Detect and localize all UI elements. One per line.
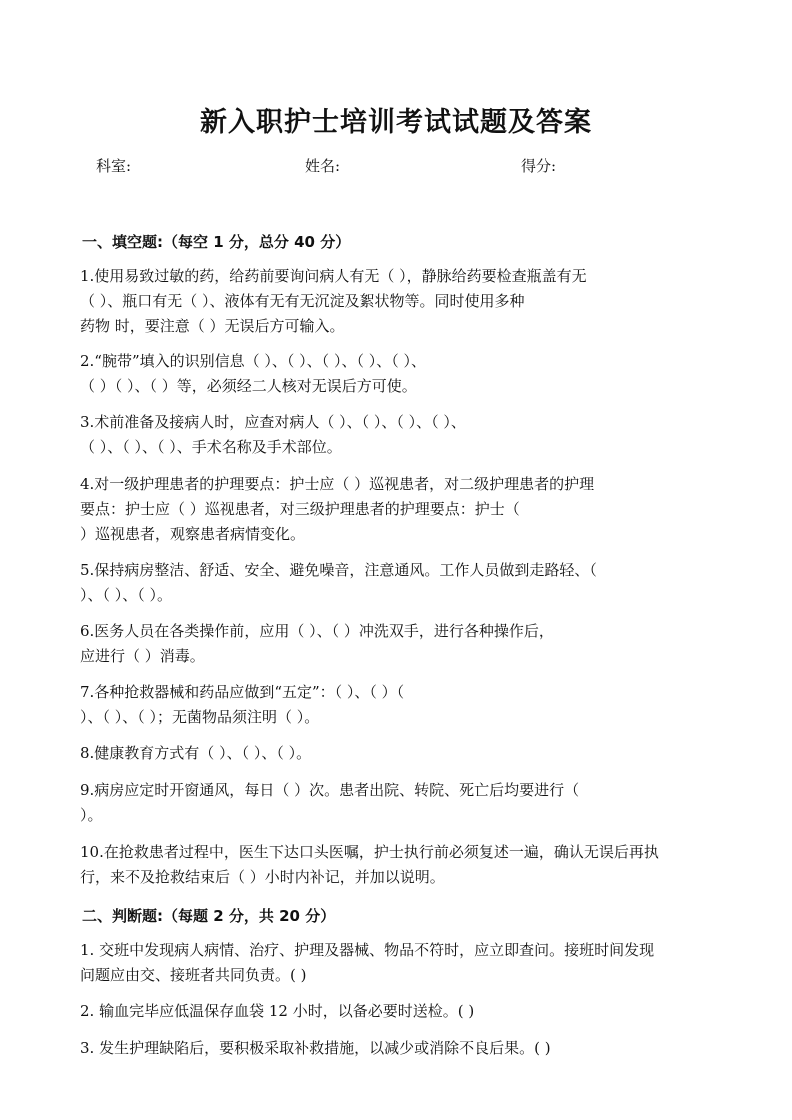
question-7 — [80, 680, 720, 730]
section-true-false-heading: 二、判断题:（每题 2 分，共 20 分） — [82, 907, 336, 925]
question-line: 3. 发生护理缺陷后，要积极采取补救措施，以减少或消除不良后果。( ) — [80, 1039, 551, 1057]
question-5 — [80, 558, 720, 608]
question-line: 要点：护士应（ ）巡视患者，对三级护理患者的护理要点：护士（ — [80, 500, 520, 518]
question-line: （ ）、瓶口有无（ ）、液体有无有无沉淀及絮状物等。同时使用多种 — [80, 292, 525, 310]
page-title: 新入职护士培训考试试题及答案 — [200, 107, 592, 138]
question-line: ）、（ ）、（ ）；无菌物品须注明（ ）。 — [80, 708, 320, 726]
question-line: 2.“腕带”填入的识别信息（ ）、（ ）、（ ）、（ ）、（ ）、 — [80, 352, 426, 370]
question-3 — [80, 410, 720, 460]
question-line: 10.在抢救患者过程中，医生下达口头医嘱，护士执行前必须复述一遍，确认无误后再执 — [80, 843, 659, 861]
name-label: 姓名: — [305, 157, 341, 175]
question-10 — [80, 840, 720, 890]
question-line: 行，来不及抢救结束后（ ）小时内补记，并加以说明。 — [80, 868, 445, 886]
question-line: 8.健康教育方式有（ ）、（ ）、（ ）。 — [80, 744, 312, 762]
dept-label: 科室: — [96, 157, 132, 175]
question-line: （ ）、（ ）、（ ）、手术名称及手术部位。 — [80, 438, 342, 456]
question-line: 药物 时，要注意（ ）无误后方可输入。 — [80, 317, 345, 335]
question-6 — [80, 619, 720, 669]
judgment-1 — [80, 938, 720, 988]
question-line: 3.术前准备及接病人时，应查对病人（ ）、（ ）、（ ）、（ ）、 — [80, 413, 466, 431]
question-line: 4.对一级护理患者的护理要点：护士应（ ）巡视患者，对二级护理患者的护理 — [80, 475, 595, 493]
judgment-2 — [80, 999, 720, 1024]
question-line: （ ）（ ）、（ ）等，必须经二人核对无误后方可使。 — [80, 377, 417, 395]
question-line: 问题应由交、接班者共同负责。( ) — [80, 966, 307, 984]
question-line: ）巡视患者，观察患者病情变化。 — [80, 525, 306, 543]
question-line: ）、（ ）、（ ）。 — [80, 586, 173, 604]
question-line: 1.使用易致过敏的药，给药前要询问病人有无（ ），静脉给药要检查瓶盖有无 — [80, 267, 587, 285]
question-line: 7.各种抢救器械和药品应做到“五定”：（ ）、（ ）（ — [80, 683, 405, 701]
question-line: 1. 交班中发现病人病情、治疗、护理及器械、物品不符时，应立即查问。接班时间发现 — [80, 941, 655, 959]
question-4 — [80, 472, 720, 547]
judgment-3 — [80, 1036, 720, 1061]
question-line: 2. 输血完毕应低温保存血袋 12 小时，以备必要时送检。( ) — [80, 1002, 475, 1020]
question-1 — [80, 264, 720, 339]
question-line: 5.保持病房整洁、舒适、安全、避免噪音，注意通风。工作人员做到走路轻、（ — [80, 561, 597, 579]
question-line: ）。 — [80, 806, 103, 824]
question-line: 9.病房应定时开窗通风，每日（ ）次。患者出院、转院、死亡后均要进行（ — [80, 781, 580, 799]
section-fill-blank-heading: 一、填空题:（每空 1 分，总分 40 分） — [82, 233, 351, 251]
question-line: 应进行（ ）消毒。 — [80, 647, 205, 665]
question-line: 6.医务人员在各类操作前，应用（ ）、（ ）冲洗双手，进行各种操作后， — [80, 622, 554, 640]
score-label: 得分: — [521, 157, 557, 175]
question-9 — [80, 778, 720, 828]
question-8 — [80, 741, 720, 766]
question-2 — [80, 349, 720, 399]
